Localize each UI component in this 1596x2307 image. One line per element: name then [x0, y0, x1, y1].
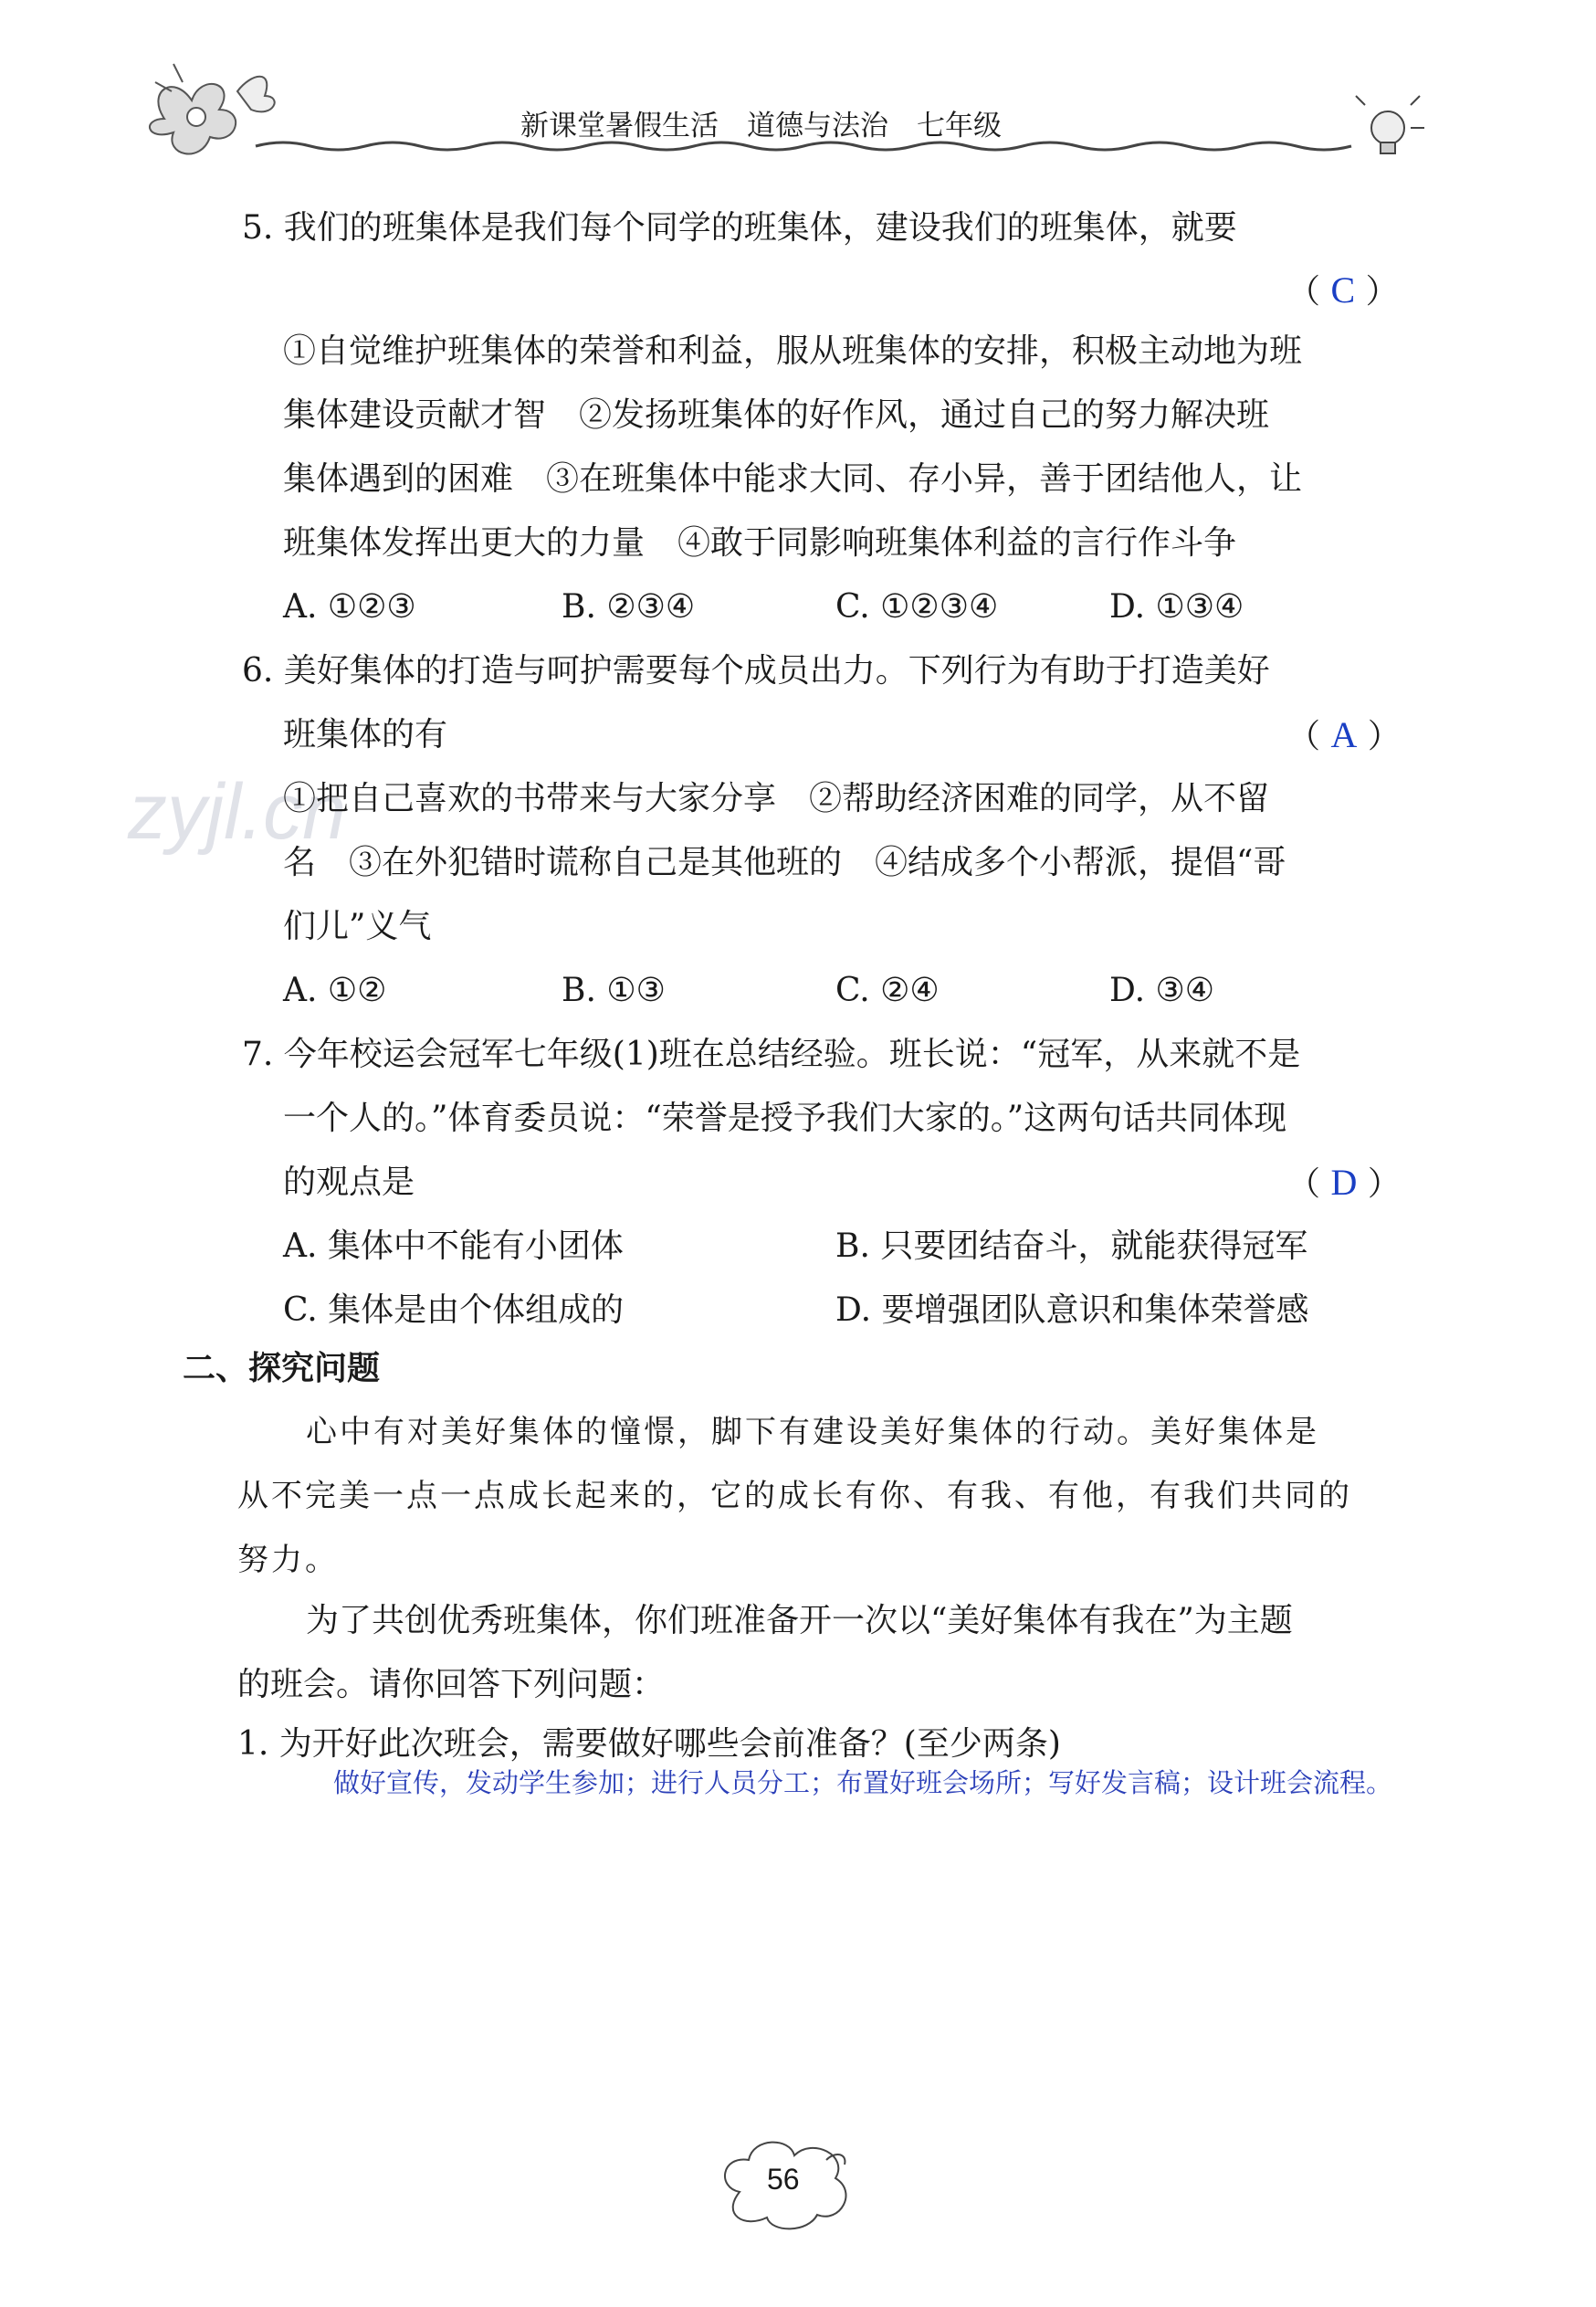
q7-stem: 7. 今年校运会冠军七年级(1)班在总结经验。班长说：“冠军，从来就不是: [242, 1036, 1301, 1073]
q6-line-2: 名 ③在外犯错时谎称自己是其他班的 ④结成多个小帮派，提倡“哥: [283, 844, 1286, 881]
para1-line-3: 努力。: [237, 1542, 339, 1578]
flower-icon: [150, 64, 275, 154]
section2-answer-1: 做好宣传，发动学生参加；进行人员分工；布置好班会场所；写好发言稿；设计班会流程。: [333, 1767, 1393, 1798]
q5-line-2: 集体建设贡献才智 ②发扬班集体的好作风，通过自己的努力解决班: [283, 396, 1270, 434]
q6-option-d: D. ③④: [1109, 972, 1215, 1009]
paren-open: （: [1287, 1165, 1321, 1203]
q6-option-c: C. ②④: [835, 972, 940, 1009]
q7-option-a: A. 集体中不能有小团体: [283, 1227, 624, 1265]
paren-close: ）: [1367, 1165, 1401, 1203]
q7-option-c: C. 集体是由个体组成的: [283, 1291, 625, 1329]
paren-close: ）: [1367, 718, 1401, 755]
q6-line-1: ①把自己喜欢的书带来与大家分享 ②帮助经济困难的同学，从不留: [283, 780, 1270, 817]
lightbulb-icon: [1356, 96, 1424, 153]
q7-answer: D: [1330, 1162, 1358, 1203]
header-title: 新课堂暑假生活 道德与法治 七年级: [520, 110, 1002, 142]
paren-open: （: [1287, 718, 1321, 755]
para1-line-1: 心中有对美好集体的憧憬，脚下有建设美好集体的行动。美好集体是: [306, 1414, 1319, 1450]
q7-answer-paren: [1287, 1151, 1401, 1217]
para1-line-2: 从不完美一点一点成长起来的，它的成长有你、有我、有他，有我们共同的: [237, 1478, 1352, 1514]
q5-answer: C: [1330, 269, 1356, 311]
q6-option-a: A. ①②: [283, 972, 387, 1009]
q7-option-d: D. 要增强团队意识和集体荣誉感: [835, 1291, 1309, 1329]
para2-line-1: 为了共创优秀班集体，你们班准备开一次以“美好集体有我在”为主题: [306, 1602, 1293, 1639]
watermark: zyjl.cn: [128, 768, 346, 856]
paren-close: ）: [1365, 273, 1399, 311]
q5-option-d: D. ①③④: [1109, 588, 1244, 626]
q6-answer: A: [1330, 714, 1358, 755]
paren-open: （: [1287, 273, 1321, 311]
page-number: 56: [767, 2163, 800, 2196]
q5-line-1: ①自觉维护班集体的荣誉和利益，服从班集体的安排，积极主动地为班: [283, 332, 1303, 370]
q5-option-a: A. ①②③: [283, 588, 416, 626]
q7-stem-3: 的观点是: [283, 1164, 415, 1201]
q6-option-b: B. ①③: [562, 972, 666, 1009]
para2-line-2: 的班会。请你回答下列问题：: [237, 1666, 666, 1703]
q5-option-c: C. ①②③④: [835, 588, 999, 626]
q7-stem-2: 一个人的。”体育委员说：“荣誉是授予我们大家的。”这两句话共同体现: [283, 1100, 1287, 1137]
q6-answer-paren: [1287, 703, 1401, 769]
q6-stem: 6. 美好集体的打造与呵护需要每个成员出力。下列行为有助于打造美好: [242, 652, 1270, 690]
header-wavy-line: [256, 142, 1351, 150]
q5-stem: 5. 我们的班集体是我们每个同学的班集体，建设我们的班集体，就要: [242, 209, 1237, 247]
q5-option-b: B. ②③④: [562, 588, 696, 626]
section2-question-1: 1. 为开好此次班会，需要做好哪些会前准备？(至少两条): [237, 1725, 1061, 1763]
q6-line-3: 们儿”义气: [283, 908, 432, 945]
q5-answer-paren: [1287, 258, 1399, 324]
q5-line-4: 班集体发挥出更大的力量 ④敢于同影响班集体利益的言行作斗争: [283, 524, 1237, 562]
q6-stem-2: 班集体的有: [283, 716, 448, 753]
q5-line-3: 集体遇到的困难 ③在班集体中能求大同、存小异，善于团结他人，让: [283, 460, 1303, 498]
q7-option-b: B. 只要团结奋斗，就能获得冠军: [835, 1227, 1308, 1265]
section-title: 二、探究问题: [183, 1350, 381, 1387]
